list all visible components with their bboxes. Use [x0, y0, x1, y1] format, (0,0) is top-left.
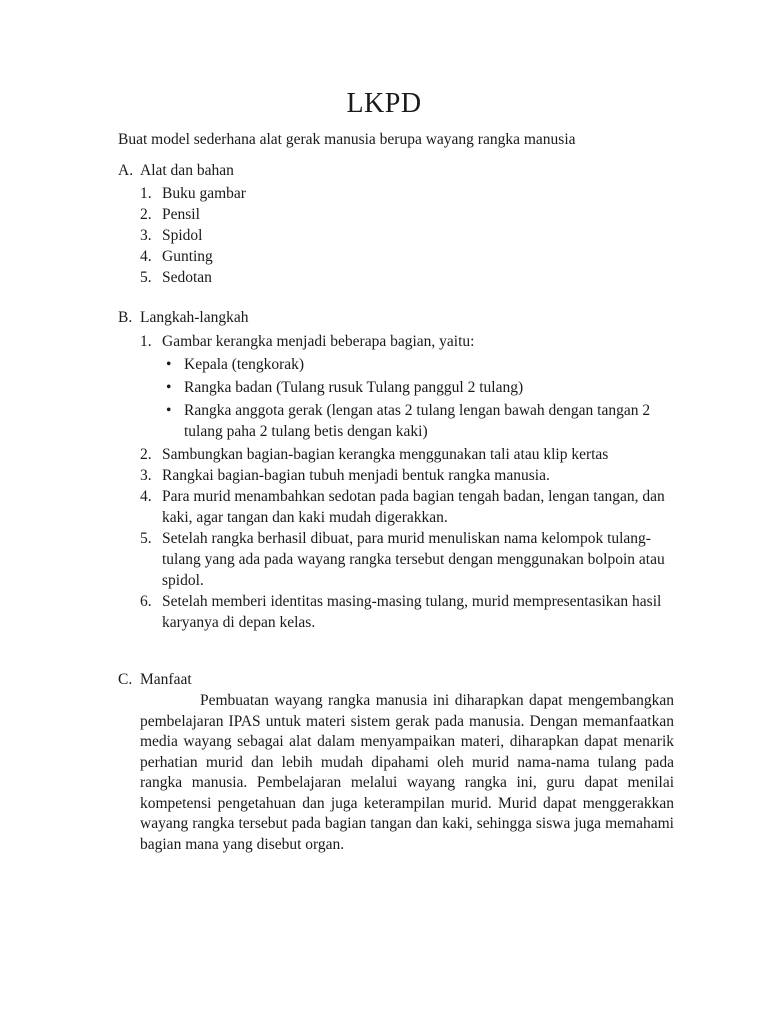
section-a-title: Alat dan bahan: [140, 162, 234, 179]
sub-bullet-text: Rangka anggota gerak (lengan atas 2 tulang lengan bawah dengan tangan 2 tulang paha 2 tulang betis dengan kaki): [184, 402, 651, 440]
list-item: [140, 225, 246, 246]
sub-bullet-item: [162, 354, 680, 375]
bullet-icon: •: [166, 379, 172, 396]
list-item-number: 3.: [140, 227, 152, 244]
section-b-heading: [118, 309, 248, 327]
sub-bullet-text: Rangka badan (Tulang rusuk Tulang panggul 2 tulang): [184, 379, 524, 396]
section-c-heading: [118, 671, 192, 689]
step-number: 5.: [140, 530, 152, 547]
step-text: Para murid menambahkan sedotan pada bagian tengah badan, lengan tangan, dan kaki, agar tangan dan kaki mudah digerakkan.: [162, 488, 665, 526]
section-b-title: Langkah-langkah: [140, 309, 249, 326]
sub-bullet-text: Kepala (tengkorak): [184, 356, 305, 373]
section-c-title: Manfaat: [140, 671, 192, 688]
step-text: Sambungkan bagian-bagian kerangka menggunakan tali atau klip kertas: [162, 446, 609, 463]
manfaat-paragraph: Pembuatan wayang rangka manusia ini diharapkan dapat mengembangkan pembelajaran IPAS untuk materi sistem gerak pada manusia. Dengan memanfaatkan media wayang sebagai alat dalam menyampaikan materi, diharapkan dapat menarik perhatian murid dan lebih mudah dipahami oleh murid nama-nama tulang pada rangka manusia. Pembelajaran melalui wayang rangka ini, guru dapat menilai kompetensi pengetahuan dan juga keterampilan murid. Murid dapat menggerakkan wayang rangka tersebut pada bagian tangan dan kaki, sehingga siswa juga memahami bagian mana yang disebut organ.: [140, 692, 674, 853]
section-a-letter: A.: [118, 162, 134, 179]
step-text: Rangkai bagian-bagian tubuh menjadi bentuk rangka manusia.: [162, 467, 550, 484]
step-number: 3.: [140, 467, 152, 484]
list-item-text: Sedotan: [162, 269, 212, 286]
step-item: [140, 528, 680, 591]
step-number: 2.: [140, 446, 152, 463]
list-item-text: Buku gambar: [162, 185, 246, 202]
list-item-number: 1.: [140, 185, 152, 202]
step-item: [140, 331, 680, 442]
list-item-number: 5.: [140, 269, 152, 286]
step-item: [140, 465, 680, 486]
list-item: [140, 183, 246, 204]
page-subtitle: Buat model sederhana alat gerak manusia berupa wayang rangka manusia: [118, 131, 576, 148]
sub-bullet-list: [162, 354, 680, 442]
step-number: 1.: [140, 333, 152, 350]
list-item: [140, 246, 246, 267]
sub-bullet-item: [162, 400, 680, 442]
step-item: [140, 591, 680, 633]
list-item: [140, 267, 246, 288]
step-text: Setelah memberi identitas masing-masing tulang, murid mempresentasikan hasil karyanya di depan kelas.: [162, 593, 662, 631]
steps-list: [140, 331, 680, 633]
section-b-letter: B.: [118, 309, 133, 326]
list-item-text: Gunting: [162, 248, 213, 265]
list-item-number: 4.: [140, 248, 152, 265]
materials-list: [140, 183, 246, 288]
list-item-number: 2.: [140, 206, 152, 223]
section-c-letter: C.: [118, 671, 133, 688]
page-title: LKPD: [346, 88, 422, 119]
bullet-icon: •: [166, 356, 172, 373]
step-item: [140, 444, 680, 465]
step-number: 6.: [140, 593, 152, 610]
bullet-icon: •: [166, 402, 172, 419]
list-item: [140, 204, 246, 225]
step-number: 4.: [140, 488, 152, 505]
step-text: Setelah rangka berhasil dibuat, para murid menuliskan nama kelompok tulang-tulang yang ada pada wayang rangka tersebut dengan menggunakan bolpoin atau spidol.: [162, 530, 665, 589]
list-item-text: Pensil: [162, 206, 200, 223]
list-item-text: Spidol: [162, 227, 203, 244]
step-item: [140, 486, 680, 528]
sub-bullet-item: [162, 377, 680, 398]
step-text: Gambar kerangka menjadi beberapa bagian, yaitu:: [162, 333, 475, 350]
section-a-heading: [118, 162, 234, 180]
